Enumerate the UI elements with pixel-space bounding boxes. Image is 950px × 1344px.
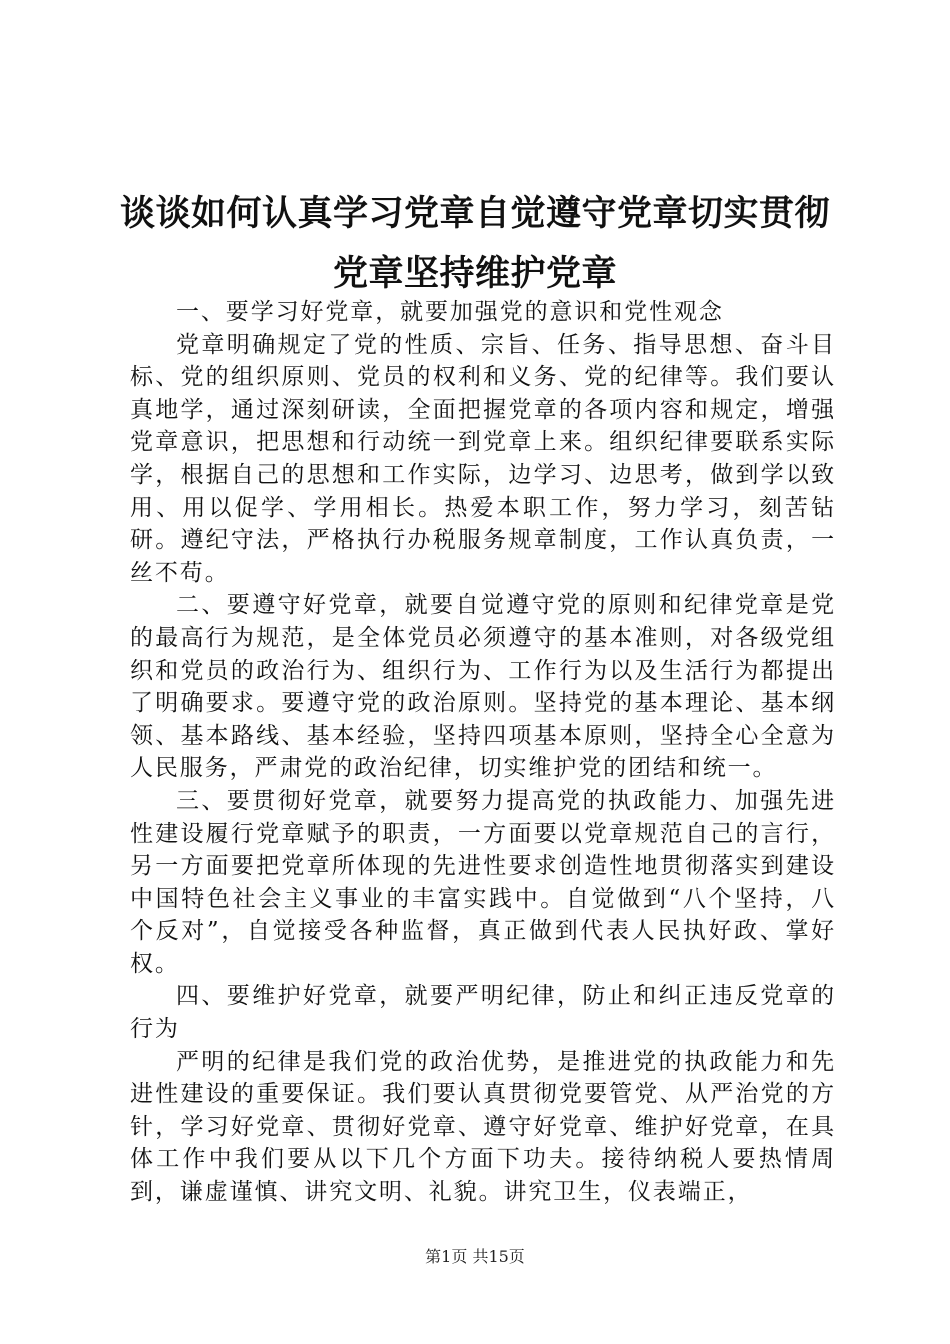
paragraph-heading-3: 三、要贯彻好党章，就要努力提高党的执政能力、加强先进性建设履行党章赋予的职责，一方面要以党章规范自己的言行，另一方面要把党章所体现的先进性要求创造性地贯彻落实到建设中国特色社会主义事业的丰富实践中。自觉做到“八个坚持，八个反对”，自觉接受各种监督，真正做到代表人民执好政、掌好权。: [130, 787, 836, 977]
document-title-line-1: 谈谈如何认真学习党章自觉遵守党章切实贯彻: [119, 194, 830, 234]
paragraph: 党章明确规定了党的性质、宗旨、任务、指导思想、奋斗目标、党的组织原则、党员的权利和义务、党的纪律等。我们要认真地学，通过深刻研读，全面把握党章的各项内容和规定，增强党章意识，把思想和行动统一到党章上来。组织纪律要联系实际学，根据自己的思想和工作实际，边学习、边思考，做到学以致用、用以促学、学用相长。热爱本职工作，努力学习，刻苦钻研。遵纪守法，严格执行办税服务规章制度，工作认真负责，一丝不苟。: [130, 331, 836, 586]
paragraph-heading-4: 四、要维护好党章，就要严明纪律，防止和纠正违反党章的行为: [130, 983, 836, 1043]
paragraph: 严明的纪律是我们党的政治优势，是推进党的执政能力和先进性建设的重要保证。我们要认真贯彻党要管党、从严治党的方针，学习好党章、贯彻好党章、遵守好党章、维护好党章，在具体工作中我们要从以下几个方面下功夫。接待纳税人要热情周到，谦虚谨慎、讲究文明、礼貌。讲究卫生，仪表端正，: [130, 1048, 836, 1206]
document-body: [130, 296, 836, 1209]
document-title-line-2: 党章坚持维护党章: [332, 254, 617, 294]
paragraph-heading-1: 一、要学习好党章，就要加强党的意识和党性观念: [176, 299, 724, 325]
paragraph-heading-2: 二、要遵守好党章，就要自觉遵守党的原则和纪律党章是党的最高行为规范，是全体党员必须遵守的基本准则，对各级党组织和党员的政治行为、组织行为、工作行为以及生活行为都提出了明确要求。要遵守党的政治原则。坚持党的基本理论、基本纲领、基本路线、基本经验，坚持四项基本原则，坚持全心全意为人民服务，严肃党的政治纪律，切实维护党的团结和统一。: [130, 592, 836, 782]
page-number-footer: 第1页 共15页: [425, 1247, 525, 1266]
